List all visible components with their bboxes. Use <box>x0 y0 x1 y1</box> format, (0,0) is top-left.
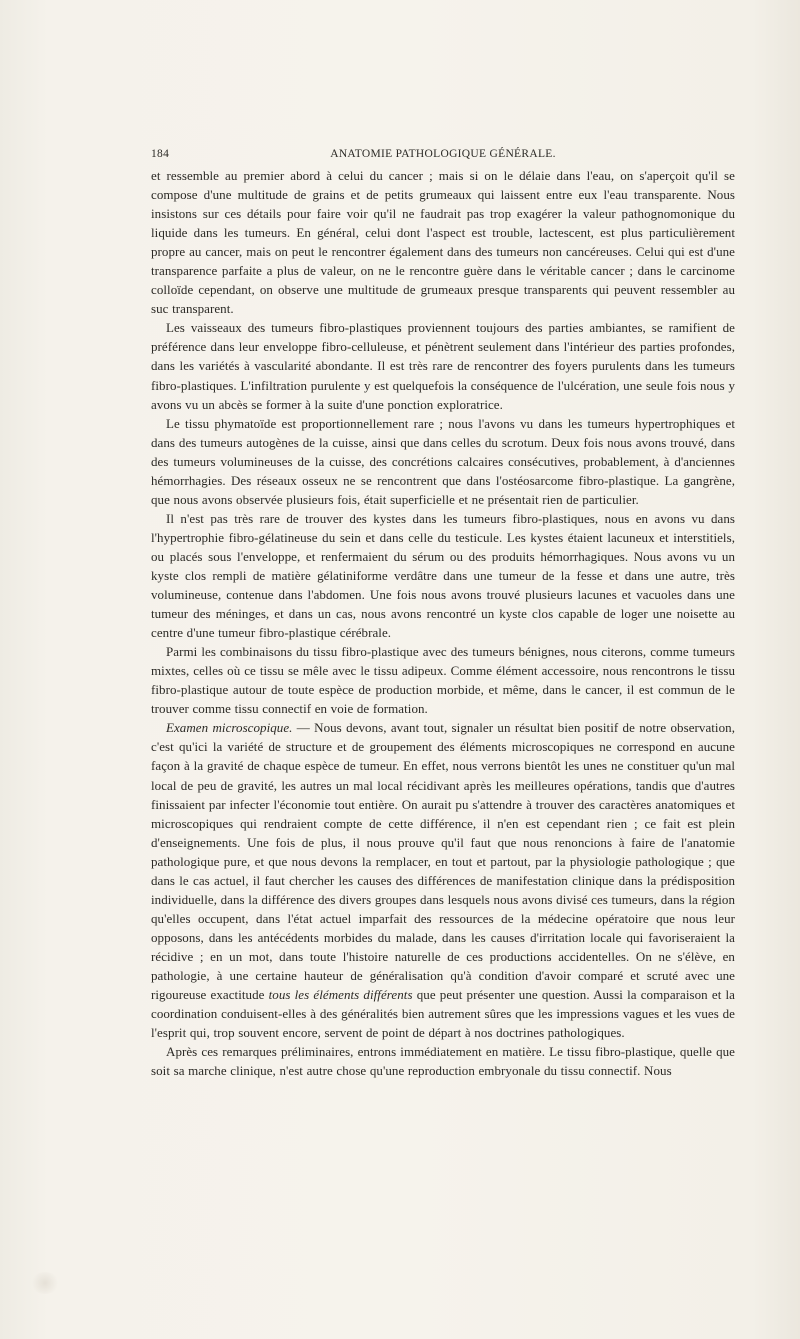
examen-emphasis: tous les éléments différents <box>268 987 413 1003</box>
examen-text-part1: — Nous devons, avant tout, signaler un résultat bien positif de notre observation, c'est qu'ici la variété de structure et de groupement des éléments microscopiques ne correspond en aucune façon à la gravité de chaque espèce de tumeur. En effet, nous verrons bientôt les unes ne constituer qu'un mal local de peu de gravité, les autres un mal local récidivant après les meilleures opérations, tandis que d'autres finissaient par infecter l'économie tout entière. On aurait pu s'attendre à trouver des caractères anatomiques et microscopiques qui rendraient compte de cette différence, il n'en est cependant rien ; ce fait est plein d'enseignements. Une fois de plus, il nous prouve qu'il faut que nous renoncions à faire de l'anatomie pathologique pure, et que nous devons la remplacer, en tout et partout, par la physiologie pathologique ; que dans le cas actuel, il faut chercher les causes des différences de manifestation clinique dans la prédisposition individuelle, dans la différence des divers groupes dans lesquels nous avons divisé ces tumeurs, dans la région qu'elles occupent, dans l'état actuel imparfait des ressources de la médecine opératoire que nous leur opposons, dans les antécédents morbides du malade, dans les causes d'irritation locale qui favoriseraient la récidive ; en un mot, dans toute l'histoire naturelle de ces productions accidentelles. On ne s'élève, en pathologie, à une certaine hauteur de généralisation qu'à condition d'avoir comparé et scruté avec une rigoureuse exactitude <box>151 720 735 1003</box>
paragraph-final: Après ces remarques préliminaires, entrons immédiatement en matière. Le tissu fibro-plastique, quelle que soit sa marche clinique, n'est autre chose qu'une reproduction embryonale du tissu connectif. Nous <box>151 1044 735 1079</box>
running-head: ANATOMIE PATHOLOGIQUE GÉNÉRALE. <box>330 148 556 160</box>
paragraph-examen-microscopique <box>151 718 735 1042</box>
paragraph-combinaisons: Parmi les combinaisons du tissu fibro-plastique avec des tumeurs bénignes, nous citerons, comme tumeurs mixtes, celles où ce tissu se mêle avec le tissu adipeux. Comme élément accessoire, nous rencontrons le tissu fibro-plastique autour de toute espèce de production morbide, et même, dans le cancer, il est commun de le trouver comme tissu connectif en voie de formation. <box>151 644 735 717</box>
paper-stain <box>30 1272 60 1294</box>
paragraph-vaisseaux: Les vaisseaux des tumeurs fibro-plastiques proviennent toujours des parties ambiantes, se ramifient de préférence dans leur enveloppe fibro-celluleuse, et pénètrent seulement dans l'intérieur des parties profondes, dans les variétés à vascularité abondante. Il est très rare de rencontrer des foyers purulents dans les tumeurs fibro-plastiques. L'infiltration purulente y est quelquefois la conséquence de l'ulcération, une seule fois nous y avons vu un abcès se former à la suite d'une ponction exploratrice. <box>151 320 735 412</box>
body-text <box>151 166 735 1080</box>
page-number: 184 <box>151 148 170 160</box>
examen-text-part2: que peut présenter une question. Aussi la comparaison et la coordination conduisent-elles à des généralités bien autrement sûres que les impressions vagues et les vues de l'esprit qui, trop souvent encore, servent de point de départ à nos doctrines pathologiques. <box>151 987 735 1041</box>
paragraph-tissu-phymatoide: Le tissu phymatoïde est proportionnellement rare ; nous l'avons vu dans les tumeurs hypertrophiques et dans des tumeurs autogènes de la cuisse, ainsi que dans celles du scrotum. Deux fois nous avons trouvé, dans des tumeurs volumineuses de la cuisse, des concrétions calcaires consécutives, probablement, à d'anciennes hémorrhagies. Des réseaux osseux ne se rencontrent que dans l'ostéosarcome fibro-plastique. La gangrène, que nous avons observée plusieurs fois, était superficielle et ne présentait rien de particulier. <box>151 415 735 507</box>
page-header <box>151 148 735 164</box>
section-heading-examen: Examen microscopique. <box>166 720 293 736</box>
paragraph-continuation: et ressemble au premier abord à celui du cancer ; mais si on le délaie dans l'eau, on s'aperçoit qu'il se compose d'une multitude de grains et de petits grumeaux qui laissent entre eux l'eau transparente. Nous insistons sur ces détails pour faire voir qu'il ne faudrait pas trop exagérer la valeur pathognomonique du liquide dans les tumeurs. En général, celui dont l'aspect est trouble, lactescent, est plus particulièrement propre au cancer, mais on peut le rencontrer également dans des tumeurs non cancéreuses. Celui qui est d'une transparence parfaite a plus de valeur, on ne le rencontre guère dans le véritable cancer ; dans le carcinome colloïde cependant, on observe une multitude de grumeaux presque transparents qui peuvent ressembler au suc transparent. <box>151 168 735 317</box>
paragraph-kystes: Il n'est pas très rare de trouver des kystes dans les tumeurs fibro-plastiques, nous en avons vu dans l'hypertrophie fibro-gélatineuse du sein et dans celle du testicule. Les kystes étaient lacuneux et interstitiels, ou placés sous l'enveloppe, et renfermaient du sérum ou des produits hémorrhagiques. Nous avons vu un kyste clos rempli de matière gélatiniforme verdâtre dans une tumeur de la fesse et dans une autre, très volumineuse, contenue dans l'abdomen. Une fois nous avons trouvé plusieurs lacunes et vacuoles dans une tumeur des méninges, et dans un cas, nous avons rencontré un kyste clos capable de loger une noisette au centre d'une tumeur fibro-plastique cérébrale. <box>151 510 735 641</box>
